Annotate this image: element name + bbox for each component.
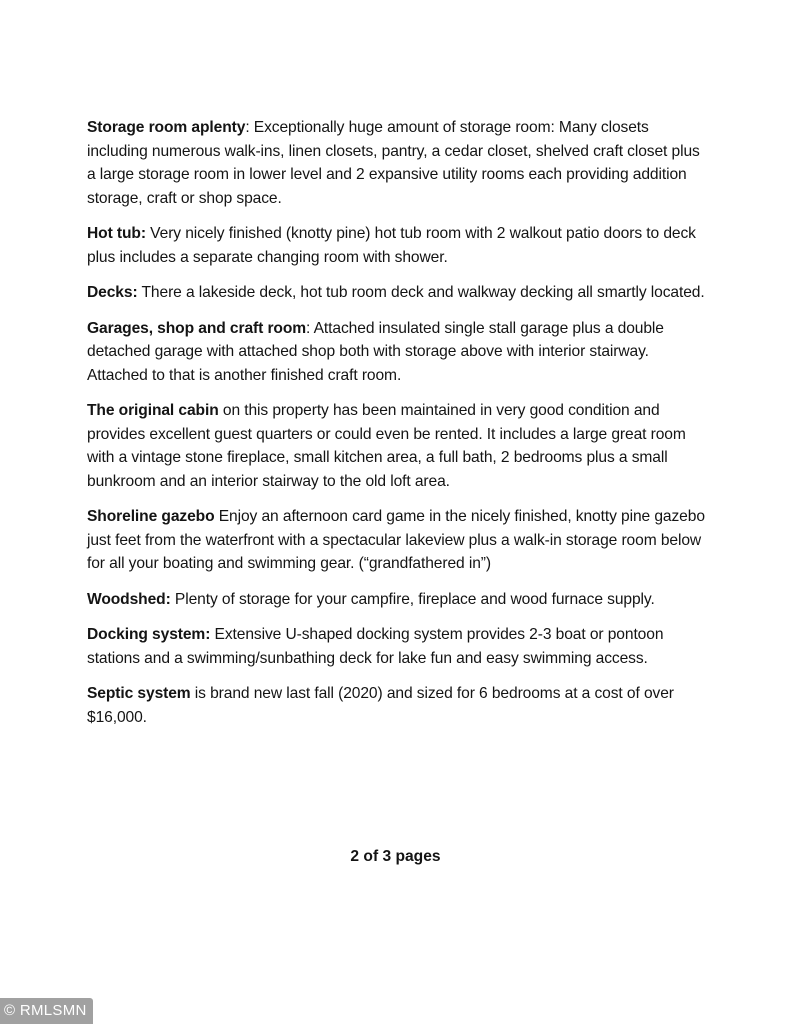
section-text: Extensive U-shaped docking system provides 2-3 boat or pontoon stations and a swimming/sunbathing deck for lake fun and easy swimming access. <box>87 626 664 667</box>
section-text: is brand new last fall (2020) and sized for 6 bedrooms at a cost of over $16,000. <box>87 685 674 726</box>
section-heading: Garages, shop and craft room <box>87 319 307 337</box>
section-septic-system <box>87 682 709 729</box>
section-heading: Shoreline gazebo <box>87 508 215 525</box>
copyright-watermark: © RMLSMN <box>0 998 93 1024</box>
section-text: Plenty of storage for your campfire, fireplace and wood furnace supply. <box>170 590 655 608</box>
section-text: : Exceptionally huge amount of storage room: Many closets including numerous walk-ins, linen closets, pantry, a cedar closet, shelved craft closet plus a large storage room in lower level and 2 expansive utility rooms each providing addition storage, craft or shop space. <box>87 119 700 207</box>
section-original-cabin <box>87 399 709 493</box>
section-heading: Woodshed: <box>87 590 171 608</box>
section-shoreline-gazebo <box>87 505 709 576</box>
section-hot-tub <box>87 222 709 269</box>
section-heading: Decks: <box>87 284 138 301</box>
section-woodshed <box>87 588 709 612</box>
section-heading: The original cabin <box>87 402 219 419</box>
section-decks <box>87 281 709 305</box>
document-body <box>87 116 709 741</box>
section-garages <box>87 317 709 388</box>
page-number: 2 of 3 pages <box>350 848 441 865</box>
section-docking-system <box>87 623 709 670</box>
section-heading: Septic system <box>87 685 191 702</box>
section-text: : Attached insulated single stall garage plus a double detached garage with attached shop both with storage above with interior stairway. Attached to that is another finished craft room. <box>87 319 664 384</box>
section-text: There a lakeside deck, hot tub room deck and walkway decking all smartly located. <box>137 284 705 301</box>
section-heading: Storage room aplenty <box>87 119 246 136</box>
section-storage <box>87 116 709 210</box>
section-text: Very nicely finished (knotty pine) hot tub room with 2 walkout patio doors to deck plus includes a separate changing room with shower. <box>87 225 696 266</box>
section-heading: Docking system: <box>87 626 211 643</box>
section-text: on this property has been maintained in very good condition and provides excellent guest quarters or could even be rented. It includes a large great room with a vintage stone fireplace, small kitchen area, a full bath, 2 bedrooms plus a small bunkroom and an interior stairway to the old loft area. <box>87 402 686 490</box>
section-heading: Hot tub: <box>87 225 146 242</box>
section-text: Enjoy an afternoon card game in the nicely finished, knotty pine gazebo just feet from the waterfront with a spectacular lakeview plus a walk-in storage room below for all your boating and swimming gear. (“grandfathered in”) <box>87 508 705 572</box>
